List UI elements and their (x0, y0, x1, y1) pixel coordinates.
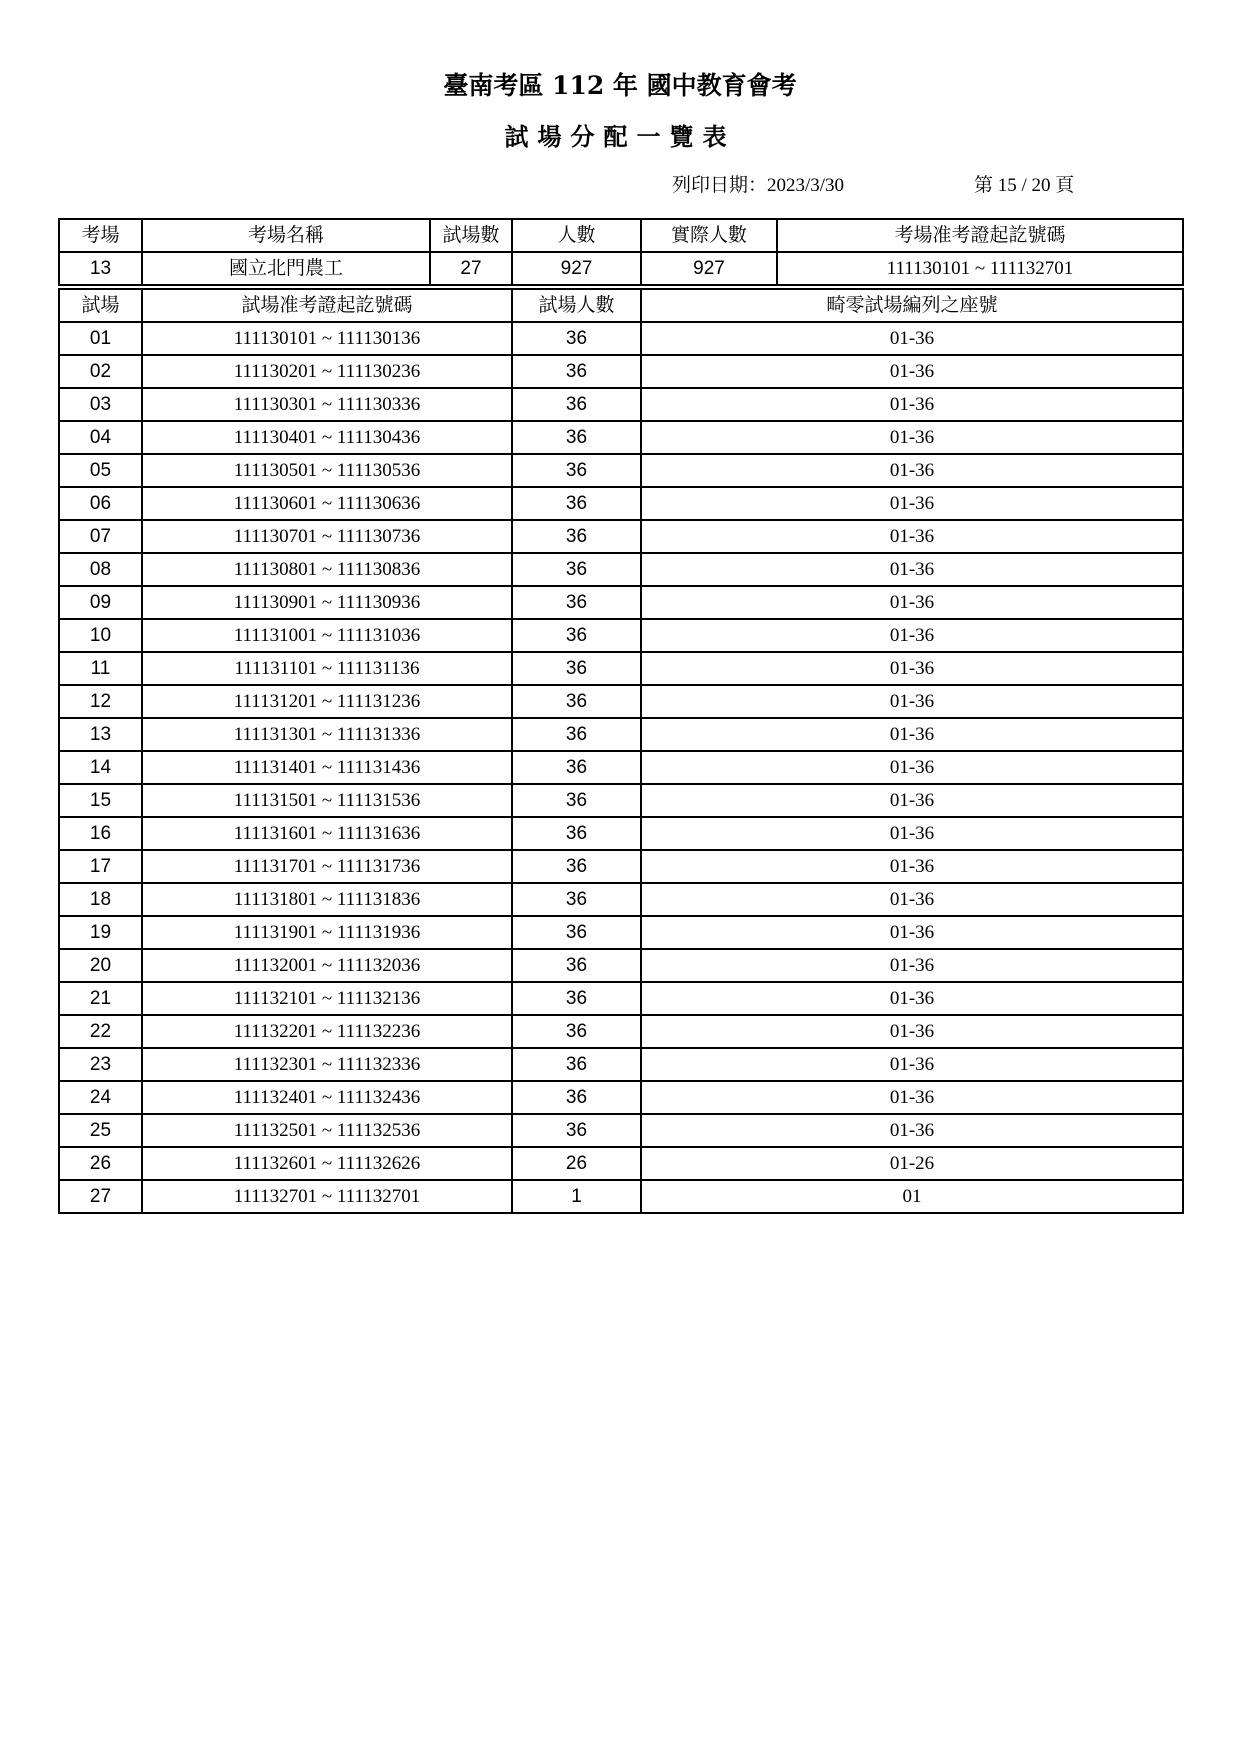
room-ticket-range: 111130501 ~ 111130536 (142, 454, 512, 487)
odd-room-seats: 01-36 (641, 586, 1183, 619)
room-ticket-range: 111131401 ~ 111131436 (142, 751, 512, 784)
print-date: 列印日期：2023/3/30 (672, 175, 845, 196)
table-row (59, 850, 1183, 883)
room-number: 14 (59, 751, 142, 784)
room-ticket-range: 111132101 ~ 111132136 (142, 982, 512, 1015)
room-ticket-range: 111131701 ~ 111131736 (142, 850, 512, 883)
venue-ticket-range: 111130101 ~ 111132701 (777, 252, 1183, 285)
room-count-header: 試場人數 (512, 289, 641, 322)
table-row (59, 388, 1183, 421)
room-ticket-range: 111131201 ~ 111131236 (142, 685, 512, 718)
odd-room-seats: 01-36 (641, 388, 1183, 421)
room-people-count: 36 (512, 355, 641, 388)
odd-room-seats: 01-36 (641, 619, 1183, 652)
odd-room-seats: 01-36 (641, 1114, 1183, 1147)
odd-room-seats: 01-36 (641, 982, 1183, 1015)
room-people-count: 36 (512, 784, 641, 817)
room-number: 15 (59, 784, 142, 817)
room-people-count: 36 (512, 652, 641, 685)
odd-room-seats: 01-36 (641, 454, 1183, 487)
table-row (59, 883, 1183, 916)
room-number: 08 (59, 553, 142, 586)
document-title: 臺南考區 112 年 國中教育會考 (443, 71, 797, 100)
room-people-count: 26 (512, 1147, 641, 1180)
odd-room-seats: 01-36 (641, 1015, 1183, 1048)
venue-number: 13 (59, 252, 142, 285)
odd-room-seats: 01-36 (641, 949, 1183, 982)
room-ticket-range: 111131501 ~ 111131536 (142, 784, 512, 817)
table-row (59, 355, 1183, 388)
room-number: 06 (59, 487, 142, 520)
table-row (59, 982, 1183, 1015)
room-people-count: 36 (512, 850, 641, 883)
odd-room-seats: 01-36 (641, 1048, 1183, 1081)
room-ticket-range: 111132201 ~ 111132236 (142, 1015, 512, 1048)
venue-header-row (59, 219, 1183, 252)
odd-room-seats: 01-36 (641, 553, 1183, 586)
room-number: 13 (59, 718, 142, 751)
room-people-count: 36 (512, 487, 641, 520)
odd-room-seats: 01-36 (641, 718, 1183, 751)
room-ticket-range: 111131601 ~ 111131636 (142, 817, 512, 850)
room-number: 19 (59, 916, 142, 949)
table-row (59, 520, 1183, 553)
room-people-count: 36 (512, 388, 641, 421)
room-ticket-range: 111132301 ~ 111132336 (142, 1048, 512, 1081)
room-number: 21 (59, 982, 142, 1015)
venue-name: 國立北門農工 (142, 252, 430, 285)
venue-ticket-range-header: 考場准考證起訖號碼 (777, 219, 1183, 252)
odd-room-seats: 01-36 (641, 685, 1183, 718)
odd-room-seats: 01-36 (641, 652, 1183, 685)
room-people-count: 36 (512, 619, 641, 652)
page-number: 第 15 / 20 頁 (974, 175, 1075, 196)
room-number: 05 (59, 454, 142, 487)
room-people-count: 36 (512, 817, 641, 850)
table-row (59, 784, 1183, 817)
table-row (59, 1180, 1183, 1213)
venue-table (58, 218, 1184, 286)
document-subtitle: 試場分配一覽表 (504, 122, 736, 151)
room-ticket-range: 111131801 ~ 111131836 (142, 883, 512, 916)
room-number: 27 (59, 1180, 142, 1213)
odd-room-seats: 01-36 (641, 520, 1183, 553)
room-people-count: 36 (512, 1015, 641, 1048)
room-people-count: 36 (512, 586, 641, 619)
room-number: 23 (59, 1048, 142, 1081)
odd-room-seats: 01 (641, 1180, 1183, 1213)
room-number: 11 (59, 652, 142, 685)
room-ticket-range: 111130401 ~ 111130436 (142, 421, 512, 454)
room-ticket-range: 111130701 ~ 111130736 (142, 520, 512, 553)
room-number: 02 (59, 355, 142, 388)
room-ticket-range: 111132401 ~ 111132436 (142, 1081, 512, 1114)
room-people-count: 36 (512, 421, 641, 454)
room-ticket-range: 111132501 ~ 111132536 (142, 1114, 512, 1147)
odd-room-seats: 01-36 (641, 850, 1183, 883)
odd-room-seats: 01-36 (641, 883, 1183, 916)
table-row (59, 1147, 1183, 1180)
room-people-count: 36 (512, 751, 641, 784)
table-row (59, 685, 1183, 718)
odd-room-seats: 01-36 (641, 916, 1183, 949)
table-row (59, 421, 1183, 454)
odd-room-seats: 01-36 (641, 487, 1183, 520)
odd-room-seats: 01-36 (641, 817, 1183, 850)
room-ticket-range: 111132701 ~ 111132701 (142, 1180, 512, 1213)
room-ticket-range: 111130901 ~ 111130936 (142, 586, 512, 619)
actual-people-header: 實際人數 (641, 219, 777, 252)
room-number: 10 (59, 619, 142, 652)
odd-room-seats: 01-36 (641, 784, 1183, 817)
room-number: 16 (59, 817, 142, 850)
table-row (59, 817, 1183, 850)
room-number: 25 (59, 1114, 142, 1147)
room-number: 20 (59, 949, 142, 982)
table-row (59, 1081, 1183, 1114)
room-number: 12 (59, 685, 142, 718)
actual-people-count: 927 (641, 252, 777, 285)
odd-room-seats: 01-36 (641, 1081, 1183, 1114)
table-row (59, 1048, 1183, 1081)
odd-room-seats: 01-36 (641, 322, 1183, 355)
room-people-count: 36 (512, 553, 641, 586)
room-people-count: 36 (512, 520, 641, 553)
room-people-count: 1 (512, 1180, 641, 1213)
room-number: 07 (59, 520, 142, 553)
room-ticket-range: 111132001 ~ 111132036 (142, 949, 512, 982)
room-ticket-range: 111131301 ~ 111131336 (142, 718, 512, 751)
rooms-table-body (59, 322, 1183, 1213)
room-ticket-range: 111130201 ~ 111130236 (142, 355, 512, 388)
room-ticket-range: 111131001 ~ 111131036 (142, 619, 512, 652)
room-ticket-range-header: 試場准考證起訖號碼 (142, 289, 512, 322)
table-row (59, 1114, 1183, 1147)
room-people-count: 36 (512, 1081, 641, 1114)
rooms-header-row (59, 289, 1183, 322)
room-number: 17 (59, 850, 142, 883)
room-number: 04 (59, 421, 142, 454)
room-people-count: 36 (512, 718, 641, 751)
room-count-header: 試場數 (430, 219, 512, 252)
people-header: 人數 (512, 219, 641, 252)
room-people-count: 36 (512, 1048, 641, 1081)
room-people-count: 36 (512, 1114, 641, 1147)
table-row (59, 1015, 1183, 1048)
odd-room-seats: 01-26 (641, 1147, 1183, 1180)
room-ticket-range: 111130601 ~ 111130636 (142, 487, 512, 520)
room-ticket-range: 111131101 ~ 111131136 (142, 652, 512, 685)
people-count: 927 (512, 252, 641, 285)
room-people-count: 36 (512, 685, 641, 718)
venue-name-header: 考場名稱 (142, 219, 430, 252)
room-number: 22 (59, 1015, 142, 1048)
room-people-count: 36 (512, 982, 641, 1015)
table-row (59, 652, 1183, 685)
room-ticket-range: 111131901 ~ 111131936 (142, 916, 512, 949)
table-row (59, 619, 1183, 652)
venue-row (59, 252, 1183, 285)
table-row (59, 718, 1183, 751)
room-people-count: 36 (512, 916, 641, 949)
room-header: 試場 (59, 289, 142, 322)
table-row (59, 751, 1183, 784)
room-people-count: 36 (512, 949, 641, 982)
table-row (59, 454, 1183, 487)
table-row (59, 949, 1183, 982)
venue-header: 考場 (59, 219, 142, 252)
room-count: 27 (430, 252, 512, 285)
room-number: 24 (59, 1081, 142, 1114)
room-people-count: 36 (512, 883, 641, 916)
room-number: 09 (59, 586, 142, 619)
odd-room-seats: 01-36 (641, 355, 1183, 388)
room-ticket-range: 111132601 ~ 111132626 (142, 1147, 512, 1180)
room-people-count: 36 (512, 322, 641, 355)
room-ticket-range: 111130101 ~ 111130136 (142, 322, 512, 355)
table-row (59, 553, 1183, 586)
table-row (59, 322, 1183, 355)
room-number: 18 (59, 883, 142, 916)
table-row (59, 916, 1183, 949)
room-ticket-range: 111130801 ~ 111130836 (142, 553, 512, 586)
room-number: 03 (59, 388, 142, 421)
room-ticket-range: 111130301 ~ 111130336 (142, 388, 512, 421)
odd-room-seats-header: 畸零試場編列之座號 (641, 289, 1183, 322)
odd-room-seats: 01-36 (641, 421, 1183, 454)
table-row (59, 487, 1183, 520)
table-row (59, 586, 1183, 619)
room-people-count: 36 (512, 454, 641, 487)
rooms-table (58, 288, 1184, 1214)
room-number: 01 (59, 322, 142, 355)
room-number: 26 (59, 1147, 142, 1180)
odd-room-seats: 01-36 (641, 751, 1183, 784)
